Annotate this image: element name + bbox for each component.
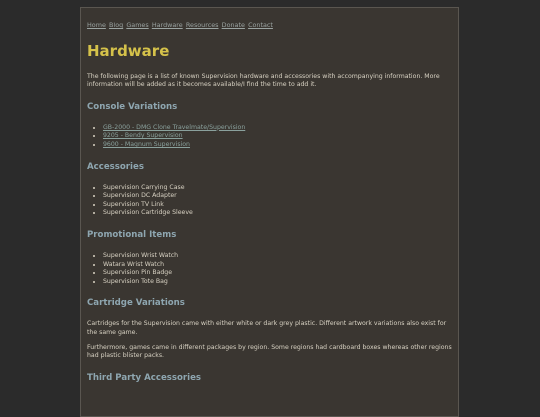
nav-link-home[interactable]: Home — [87, 21, 106, 29]
console-link-gb2000[interactable]: GB-2000 - DMG Clone Travelmate/Supervision — [103, 123, 246, 131]
section-heading-third-party-accessories: Third Party Accessories — [87, 372, 202, 383]
list-item: • Watara Wrist Watch — [103, 261, 452, 270]
list-item — [103, 141, 452, 150]
list-item — [103, 132, 452, 141]
list-item: • Supervision Tote Bag — [103, 278, 452, 287]
list-item: • Supervision Cartridge Sleeve — [103, 209, 452, 218]
cartridge-paragraph-colors: Cartridges for the Supervision came with either white or dark grey plastic. Different artwork variations also exist for the same game. — [87, 320, 447, 336]
nav-link-contact[interactable]: Contact — [248, 21, 273, 29]
list-item: • Supervision Pin Badge — [103, 269, 452, 278]
cartridge-paragraph-packaging: Furthermore, games came in different packages by region. Some regions had cardboard boxes whereas other regions had plastic blister packs. — [87, 343, 452, 360]
accessories-list — [87, 184, 452, 218]
list-item: • Supervision TV Link — [103, 201, 452, 210]
content-panel — [80, 7, 459, 417]
section-heading-cartridge-variations: Cartridge Variations — [87, 298, 185, 309]
console-variations-list — [87, 124, 452, 150]
section-heading-promotional-items: Promotional Items — [87, 229, 177, 240]
section-heading-accessories: Accessories — [87, 161, 144, 172]
list-item: • Supervision DC Adapter — [103, 192, 452, 201]
nav-link-blog[interactable]: Blog — [109, 21, 124, 29]
top-nav — [87, 21, 452, 31]
nav-link-hardware[interactable]: Hardware — [151, 21, 183, 29]
nav-link-resources[interactable]: Resources — [185, 21, 219, 29]
nav-link-donate[interactable]: Donate — [221, 21, 245, 29]
page-title: Hardware — [87, 41, 170, 60]
list-item: • Supervision Carrying Case — [103, 184, 452, 193]
promotional-items-list — [87, 252, 452, 286]
intro-paragraph: The following page is a list of known Supervision hardware and accessories with accompanying information. More information will be added as it becomes available/I find the time to add it. — [87, 72, 440, 89]
console-link-9600[interactable]: 9600 - Magnum Supervision — [103, 140, 190, 148]
nav-link-games[interactable]: Games — [126, 21, 149, 29]
console-link-9205[interactable]: 9205 - Bendy Supervision — [103, 132, 183, 140]
list-item — [103, 124, 452, 133]
section-heading-console-variations: Console Variations — [87, 101, 178, 112]
list-item: • Supervision Wrist Watch — [103, 252, 452, 261]
